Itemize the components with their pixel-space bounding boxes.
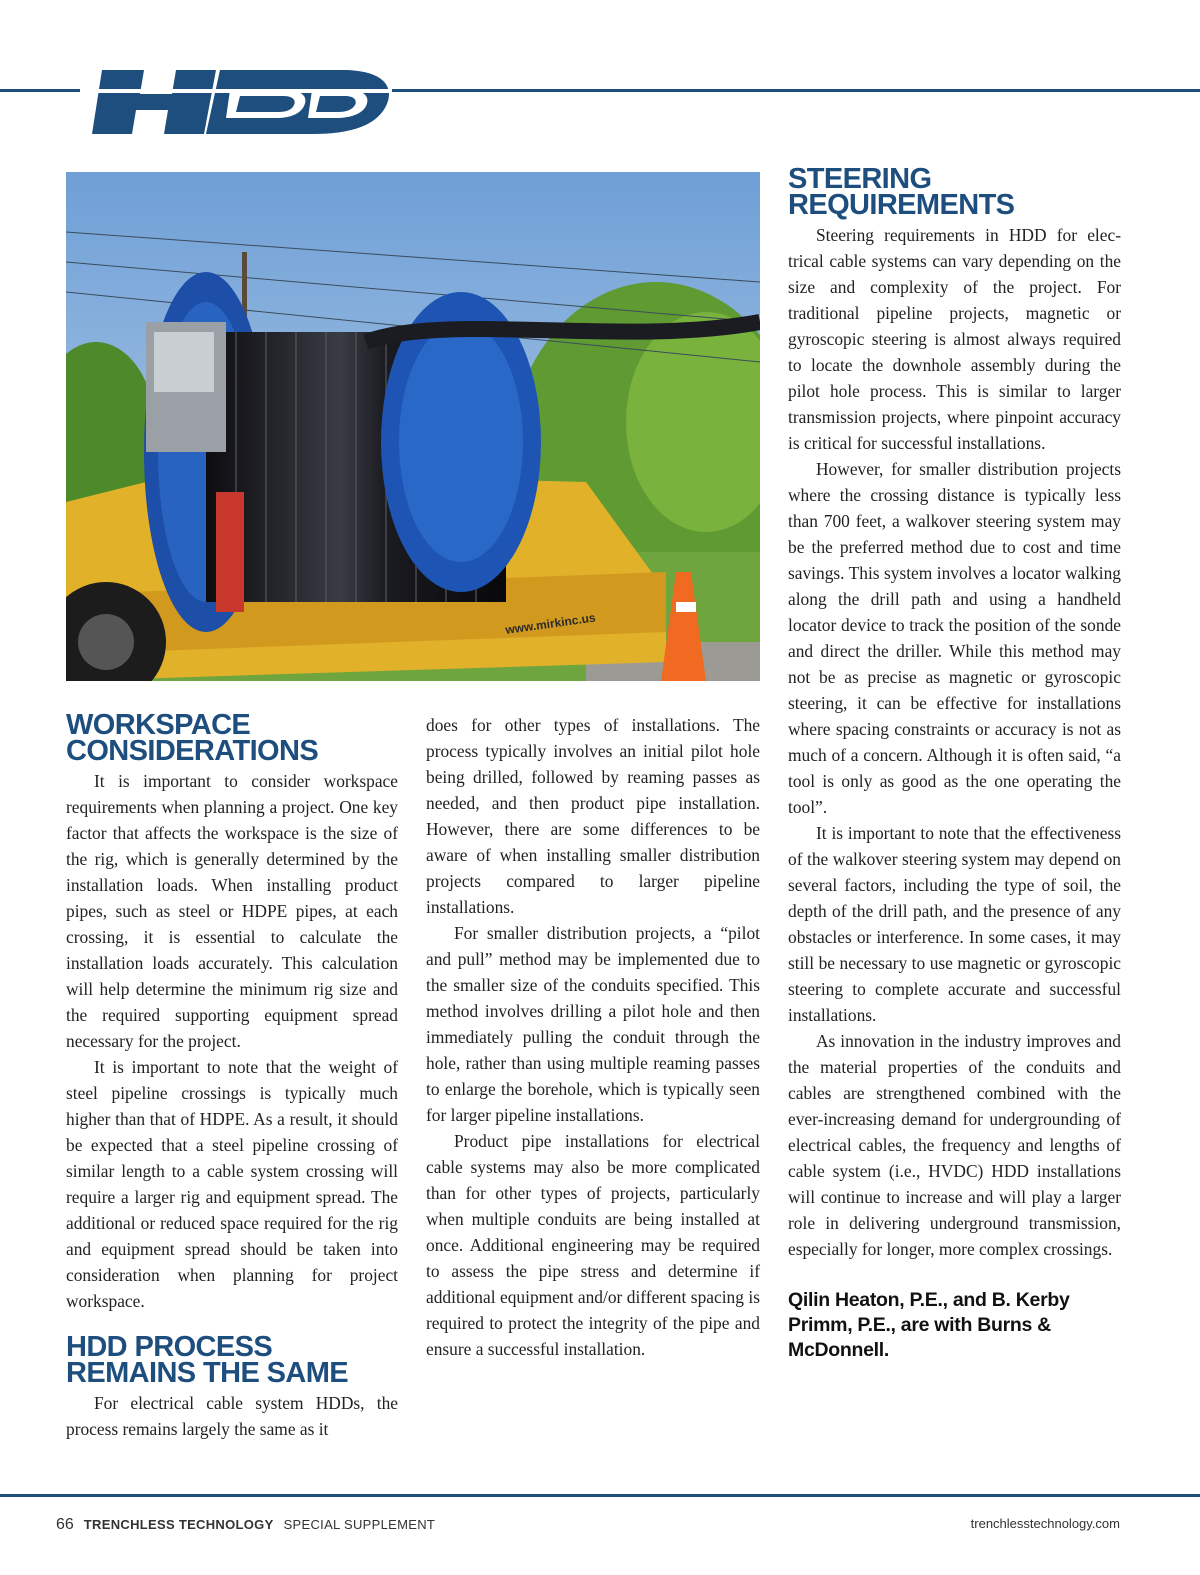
heading-steering: STEERING REQUIREMENTS — [788, 163, 1015, 221]
paragraph: does for other types of installations. The process typically involves an initial pilot hole being drilled, followed by reaming passes as needed, and then product pipe installation. However, there are some differences to be aware of when installing smaller distribution projects compared to larger pipeline installations. — [426, 715, 760, 917]
publication-name: TRENCHLESS TECHNOLOGY — [83, 1517, 274, 1532]
paragraph: Product pipe installations for electrical cable systems may also be more complicated than for other types of projects, particularly when multiple conduits are being installed at once. Additional engineering may be required to assess the pipe stress and determine if additional equipment and/or different spacing is required to protect the integrity of the pipe and ensure a successful installation. — [426, 1131, 760, 1359]
right-column — [788, 163, 1121, 1363]
page-number: 66 — [56, 1516, 74, 1533]
paragraph: It is important to consider workspace requirements when planning a project. One key factor that affects the workspace is the size of the rig, which is generally determined by the installation loads. When installing product pipes, such as steel or HDPE pipes, at each crossing, it is essential to calculate the installation loads accurately. This calculation will help determine the minimum rig size and the required supporting equipment spread necessary for the project. — [66, 771, 398, 1051]
heading-hdd-process: HDD PROCESS REMAINS THE SAME — [66, 1331, 349, 1389]
author-byline: Qilin Heaton, P.E., and B. Kerby Primm, P.E., are with Burns & McDonnell. — [788, 1289, 1070, 1361]
footer-left — [56, 1516, 435, 1534]
hdd-logo — [80, 68, 392, 136]
section-label: SPECIAL SUPPLEMENT — [283, 1517, 436, 1532]
bottom-rule — [0, 1494, 1200, 1497]
heading-workspace: WORKSPACE CONSIDERATIONS — [66, 709, 319, 767]
website-link[interactable]: trenchlesstechnology.com — [970, 1516, 1120, 1531]
paragraph: It is important to note that the weight of steel pipeline crossings is typically much higher than that of HDPE. As a result, it should be expected that a steel pipeline crossing of similar length to a cable system crossing will require a larger rig and equipment spread. The additional or reduced space required for the rig and equipment spread should be taken into consideration when planning for project workspace. — [66, 1057, 398, 1311]
paragraph: However, for smaller distribution projects where the crossing distance is typically less than 700 feet, a walkover steering system may be the preferred method due to cost and time savings. This system involves a locator walking along the drill path and using a handheld locator device to track the position of the sonde and direct the driller. While this method may not be as precise as magnetic or gyroscopic steering, it can be effective for installations where spacing constraints or accuracy is not as much of a concern. Although it is often said, “a tool is only as good as the one operating the tool”. — [788, 459, 1121, 817]
paragraph: It is important to note that the effectiveness of the walkover steering system may depend on several factors, including the type of soil, the depth of the drill path, and the presence of any obstacles or interference. In some cases, it may still be necessary to use magnetic or gyroscopic steering to complete accurate and successful installations. — [788, 823, 1121, 1025]
paragraph: For smaller distribution projects, a “pilot and pull” method may be implemented due to the smaller size of the conduits specified. This method involves drilling a pilot hole and then immediately pulling the conduit through the hole, rather than using multiple reaming passes to enlarge the borehole, which is typically seen for larger pipeline installations. — [426, 923, 760, 1125]
paragraph: As innovation in the industry improves and the material properties of the conduits and cables are strengthened combined with the ever-increasing demand for undergrounding of electrical cables, the frequency and lengths of cable system (i.e., HVDC) HDD installations will continue to increase and will play a larger role in delivering underground transmission, especially for longer, more complex crossings. — [788, 1031, 1121, 1259]
left-column — [66, 709, 398, 1442]
paragraph: Steering requirements in HDD for electrical cable systems can vary depending on the size and complexity of the project. For traditional pipeline projects, magnetic or gyroscopic steering is almost always required to locate the downhole assembly during the pilot hole process. This is similar to larger transmission projects, where pinpoint accuracy is critical for successful installations. — [788, 225, 1121, 453]
cable-reel-photo — [66, 172, 760, 681]
paragraph: For electrical cable system HDDs, the process remains largely the same as it — [66, 1393, 398, 1439]
reel-sign-text: www.mirkinc.us — [504, 610, 597, 637]
middle-column — [426, 712, 760, 1362]
